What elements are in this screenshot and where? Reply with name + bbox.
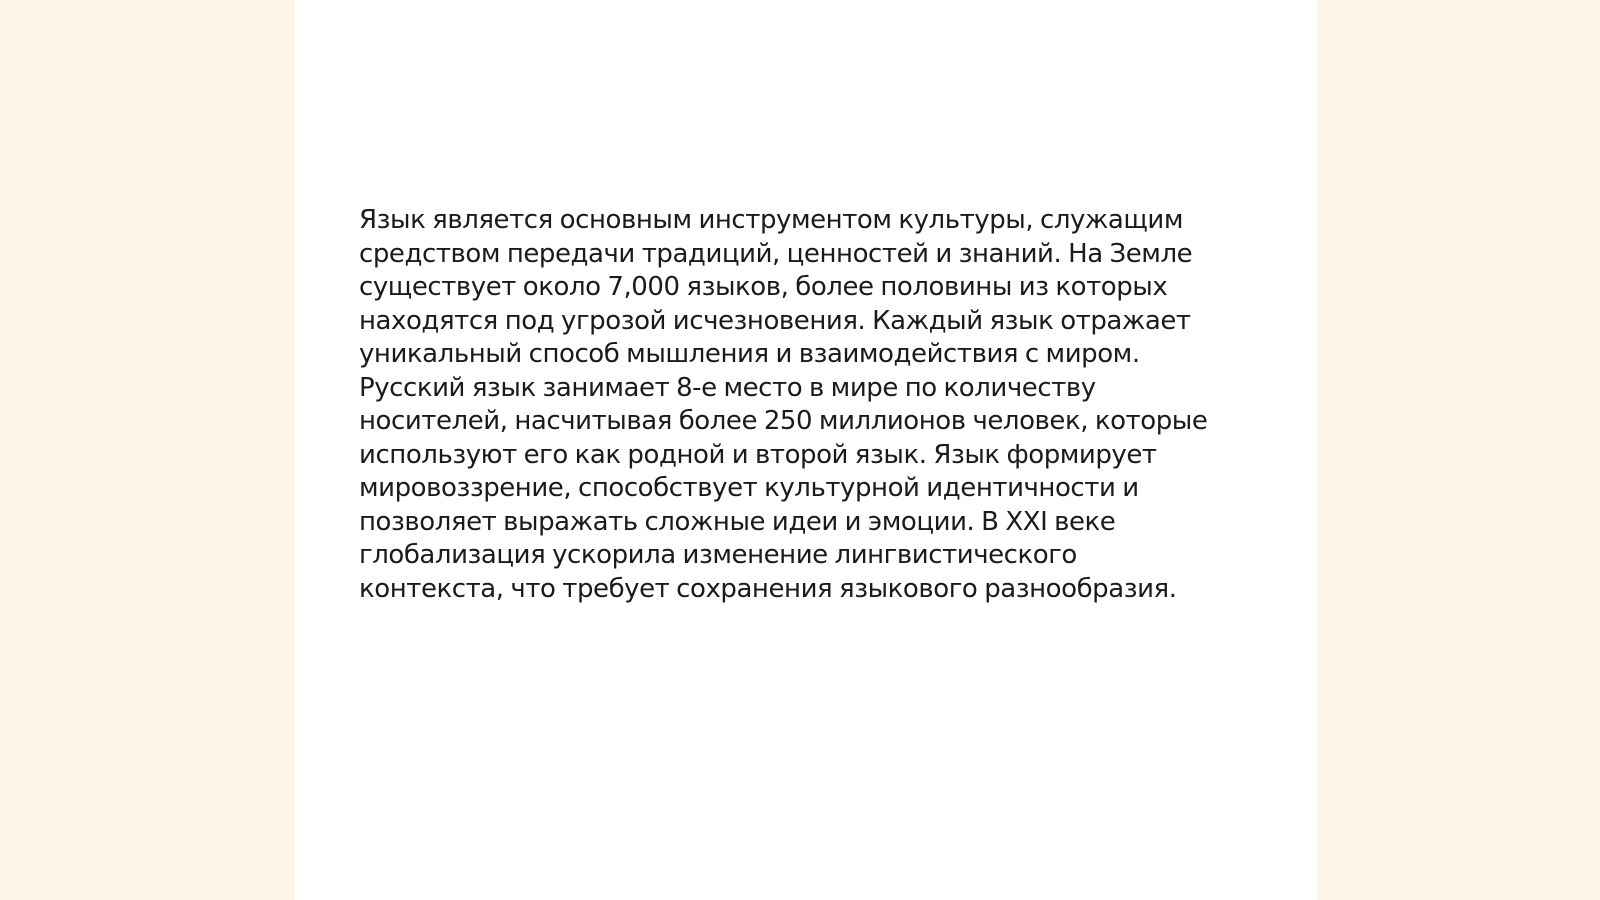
body-paragraph [359,204,1259,606]
paragraph-line-9: мировоззрение, способствует культурной идентичности и [359,473,1139,503]
right-margin [1317,0,1600,900]
paragraph-line-1: Язык является основным инструментом культуры, служащим [359,205,1184,235]
paragraph-line-2: средством передачи традиций, ценностей и знаний. На Земле [359,238,1193,269]
left-margin [0,0,295,900]
paragraph-line-3: существует около 7,000 языков, более половины из которых [359,272,1168,302]
paragraph-line-10: позволяет выражать сложные идеи и эмоции. В XXI веке [359,506,1116,537]
paragraph-line-12: контекста, что требует сохранения языкового разнообразия. [359,573,1177,604]
document-page [295,0,1317,900]
paragraph-line-4: находятся под угрозой исчезновения. Каждый язык отражает [359,305,1191,336]
paragraph-line-6: Русский язык занимает 8-е место в мире по количеству [359,372,1096,403]
paragraph-line-8: используют его как родной и второй язык. Язык формирует [359,439,1157,470]
paragraph-line-7: носителей, насчитывая более 250 миллионов человек, которые [359,406,1208,436]
paragraph-line-5: уникальный способ мышления и взаимодействия с миром. [359,339,1140,369]
paragraph-line-11: глобализация ускорила изменение лингвистического [359,540,1077,570]
